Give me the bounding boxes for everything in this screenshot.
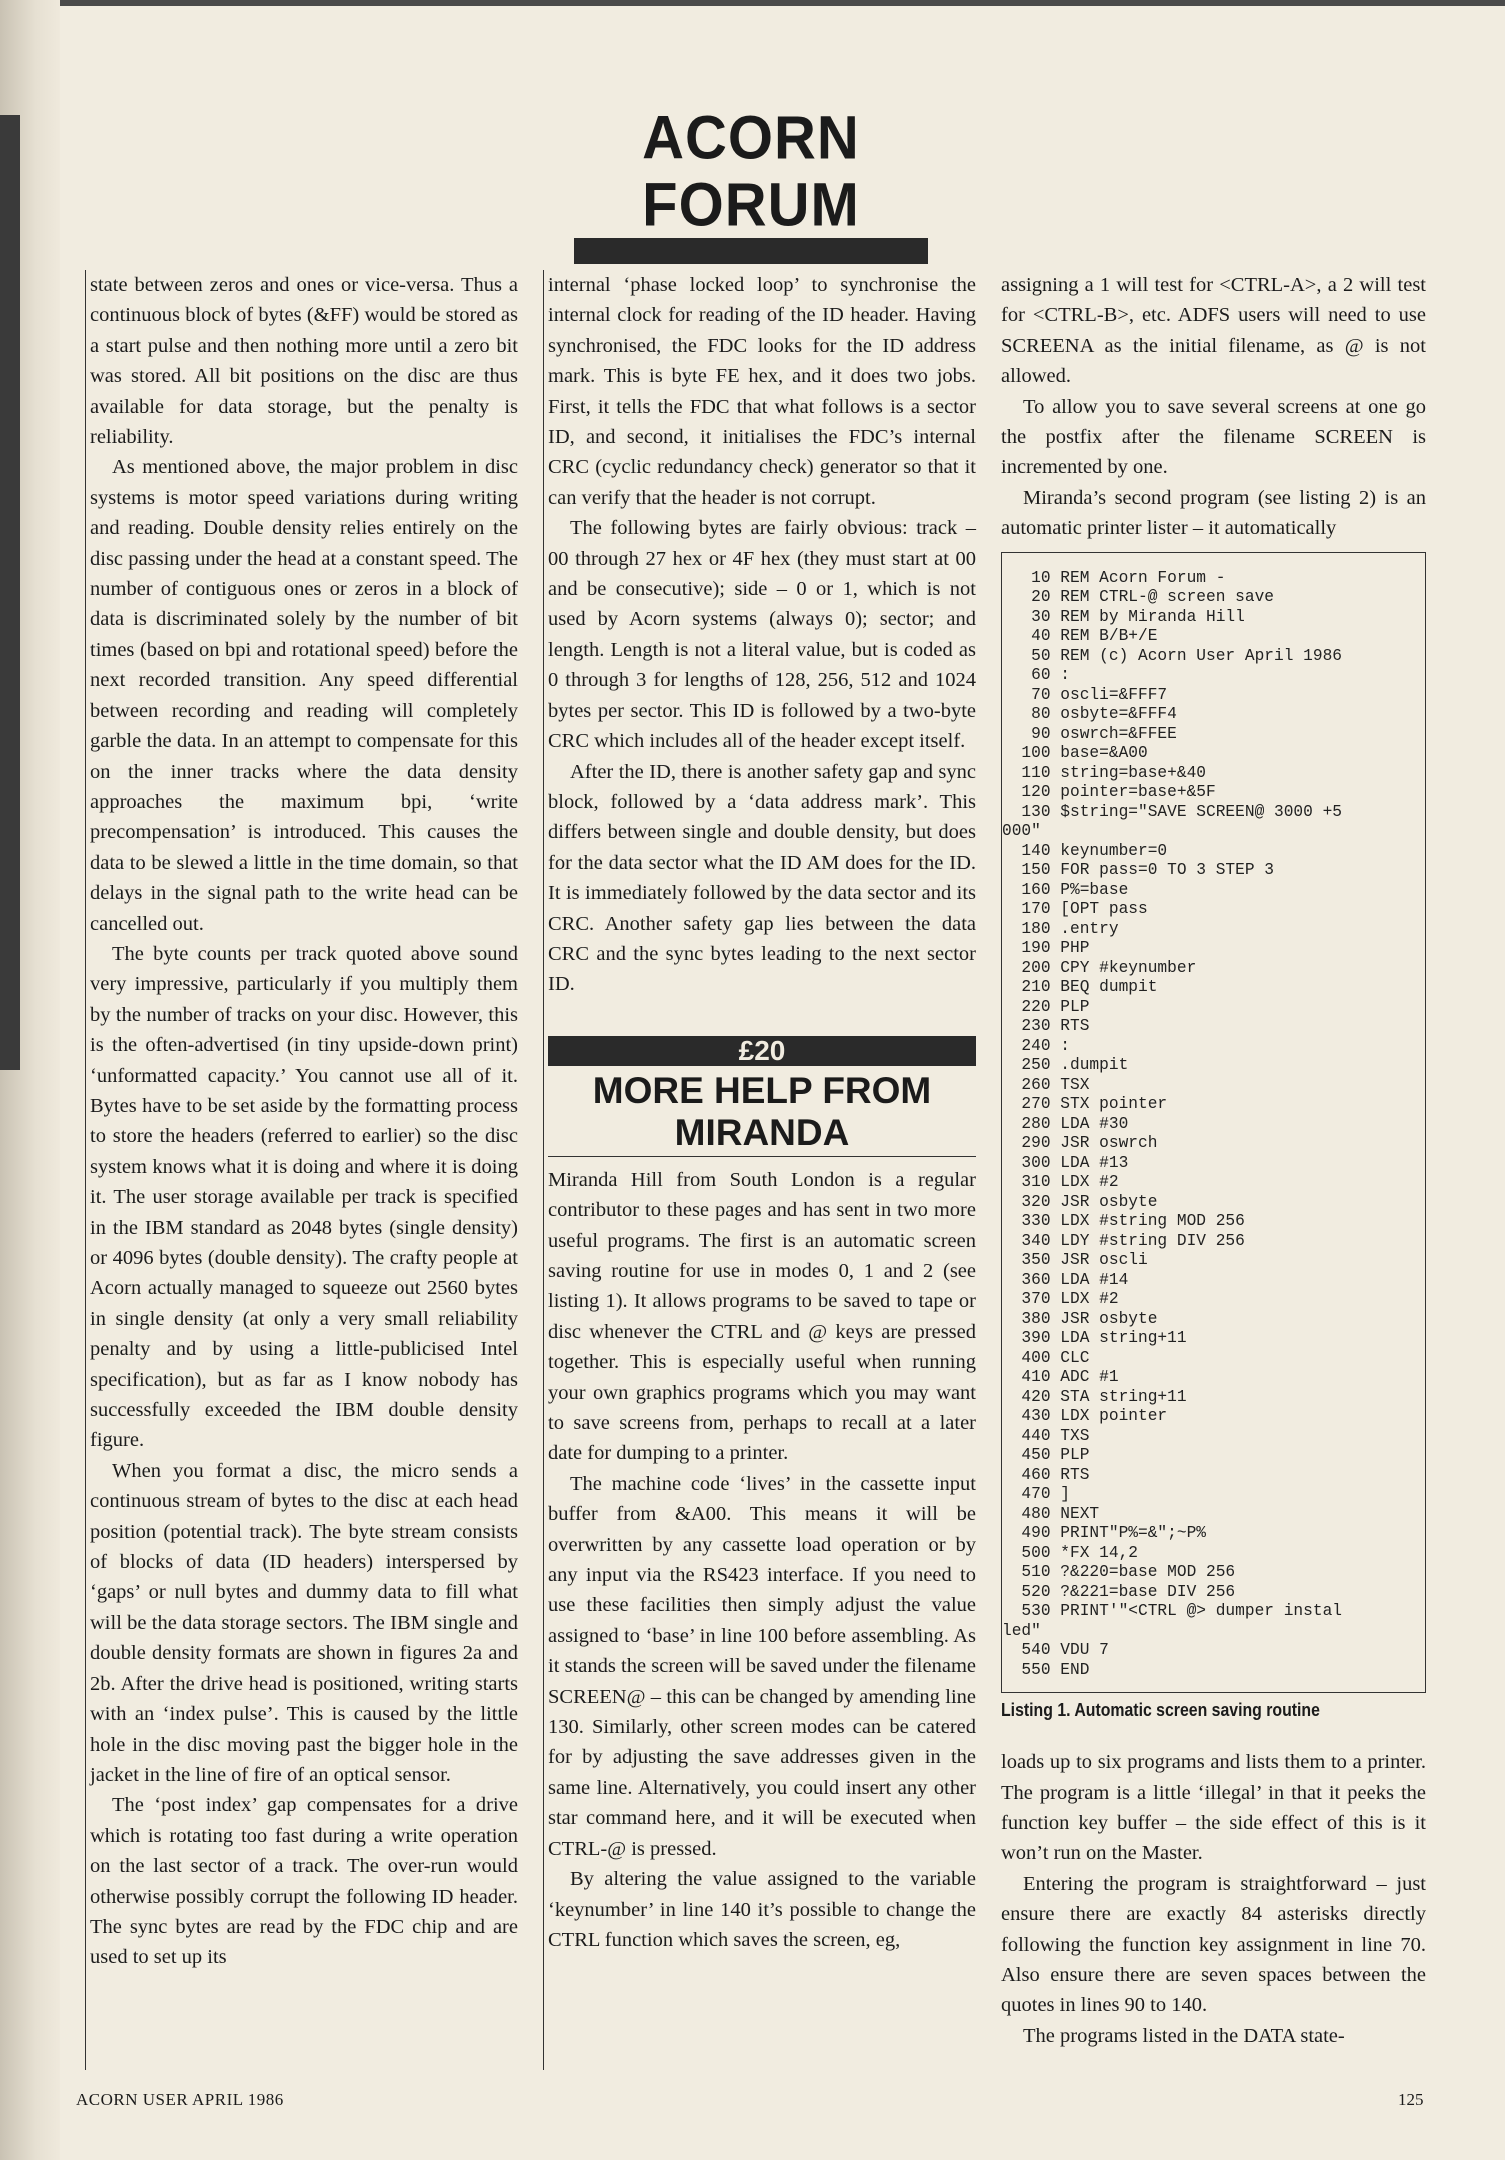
code-line: led" <box>1002 1621 1041 1640</box>
code-line: 200 CPY #keynumber <box>1002 958 1197 977</box>
code-line: 290 JSR oswrch <box>1002 1134 1158 1153</box>
code-line: 410 ADC #1 <box>1002 1368 1119 1387</box>
code-line: 320 JSR osbyte <box>1002 1192 1158 1211</box>
code-line: 310 LDX #2 <box>1002 1173 1119 1192</box>
code-line: 300 LDA #13 <box>1002 1153 1129 1172</box>
paragraph: As mentioned above, the major problem in disc systems is motor speed variations during writing and reading. Double density relies entirely on the disc passing under the head at a constant speed. The number of contiguous ones or zeros in a block of data is discriminated solely by the number of bit times (based on bpi and rotational speed) before the next recorded transition. Any speed differential between recording and reading will completely garble the data. In an attempt to compensate for this on the inner tracks where the data density approaches the maximum bpi, ‘write precompensation’ is introduced. This causes the data to be slewed a little in the time domain, so that delays in the signal path to the write head can be cancelled out. <box>90 456 518 935</box>
code-line: 60 : <box>1002 666 1070 685</box>
paragraph: Entering the program is straightforward – just ensure there are exactly 84 asterisks directly following the function key assignment in line 70. Also ensure there are seven spaces between the quotes in lines 90 to 140. <box>1001 1872 1426 2017</box>
code-line: 240 : <box>1002 1036 1070 1055</box>
column-2 <box>543 270 976 2070</box>
code-line: 330 LDX #string MOD 256 <box>1002 1212 1245 1231</box>
code-line: 100 base=&A00 <box>1002 744 1148 763</box>
code-line: 260 TSX <box>1002 1075 1090 1094</box>
column-1 <box>85 270 518 2070</box>
paragraph: The ‘post index’ gap compensates for a drive which is rotating too fast during a write operation on the last sector of a track. The over-run would otherwise possibly corrupt the following ID header. The sync bytes are read by the FDC chip and are used to set up its <box>90 1794 518 1969</box>
paragraph: The following bytes are fairly obvious: track – 00 through 27 hex or 4F hex (they must start at 00 and be consecutive); side – 0 or 1, which is not used by Acorn systems (always 0); sector; and length. Length is not a literal value, but is coded as 0 through 3 for lengths of 128, 256, 512 and 1024 bytes per sector. This ID is followed by a two-byte CRC which includes all of the header except itself. <box>548 517 976 753</box>
code-line: 540 VDU 7 <box>1002 1641 1109 1660</box>
paragraph: loads up to six programs and lists them to a printer. The program is a little ‘illegal’ in that it peeks the function key buffer – the side effect of this is it won’t run on the Master. <box>1001 1751 1426 1865</box>
code-line: 220 PLP <box>1002 997 1090 1016</box>
spine-shadow <box>0 115 20 1070</box>
code-line: 130 $string="SAVE SCREEN@ 3000 +5 <box>1002 802 1342 821</box>
code-line: 340 LDY #string DIV 256 <box>1002 1231 1245 1250</box>
section-heading <box>548 1036 976 1157</box>
masthead-title: ACORN FORUM <box>642 103 860 240</box>
listing-caption: Listing 1. Automatic screen saving routine <box>1001 1700 1320 1721</box>
code-line: 110 string=base+&40 <box>1002 763 1206 782</box>
code-line: 30 REM by Miranda Hill <box>1002 607 1245 626</box>
code-line: 420 STA string+11 <box>1002 1387 1187 1406</box>
code-line: 500 *FX 14,2 <box>1002 1543 1138 1562</box>
code-line: 70 oscli=&FFF7 <box>1002 685 1168 704</box>
paragraph: When you format a disc, the micro sends a continuous stream of bytes to the disc at each head position (potential track). The byte stream consists of blocks of data (ID headers) interspersed by ‘gaps’ or null bytes and dummy data to fill what will be the data storage sectors. The IBM single and double density formats are shown in figures 2a and 2b. After the drive head is positioned, writing starts with an ‘index pulse’. This is caused by the little hole in the disc moving past the bigger hole in the jacket in the line of fire of an optical sensor. <box>90 1459 518 1786</box>
price-badge: £20 <box>548 1036 976 1066</box>
paragraph: To allow you to save several screens at one go the postfix after the filename SCREEN is incremented by one. <box>1001 395 1426 479</box>
paragraph: By altering the value assigned to the variable ‘keynumber’ in line 140 it’s possible to change the CTRL function which saves the screen, eg, <box>548 1868 976 1951</box>
code-line: 490 PRINT"P%=&";~P% <box>1002 1524 1206 1543</box>
code-line: 230 RTS <box>1002 1017 1090 1036</box>
code-line: 50 REM (c) Acorn User April 1986 <box>1002 646 1342 665</box>
code-line: 140 keynumber=0 <box>1002 841 1168 860</box>
code-line: 550 END <box>1002 1660 1090 1679</box>
masthead-bar <box>574 238 928 264</box>
code-line: 150 FOR pass=0 TO 3 STEP 3 <box>1002 861 1274 880</box>
code-line: 390 LDA string+11 <box>1002 1329 1187 1348</box>
code-line: 400 CLC <box>1002 1348 1090 1367</box>
code-line: 370 LDX #2 <box>1002 1290 1119 1309</box>
code-line: 170 [OPT pass <box>1002 900 1148 919</box>
code-line: 450 PLP <box>1002 1446 1090 1465</box>
code-line: 530 PRINT'"<CTRL @> dumper instal <box>1002 1602 1342 1621</box>
code-line: 480 NEXT <box>1002 1504 1100 1523</box>
code-line: 280 LDA #30 <box>1002 1114 1129 1133</box>
paragraph: assigning a 1 will test for <CTRL-A>, a 2 will test for <CTRL-B>, etc. ADFS users will need to use SCREENA as the initial filename, as @ is not allowed. <box>1001 274 1426 388</box>
code-line: 10 REM Acorn Forum - <box>1002 568 1226 587</box>
masthead <box>574 103 928 264</box>
paragraph: internal ‘phase locked loop’ to synchronise the internal clock for reading of the ID header. Having synchronised, the FDC looks for the ID address mark. This is byte FE hex, and it does two jobs. First, it tells the FDC that what follows is a sector ID, and second, it initialises the FDC’s internal CRC (cyclic redundancy check) generator so that it can verify that the header is not corrupt. <box>548 274 976 509</box>
code-line: 360 LDA #14 <box>1002 1270 1129 1289</box>
paragraph: The byte counts per track quoted above sound very impressive, particularly if you multiply them by the number of tracks on your disc. However, this is the often-advertised (in tiny upside-down print) ‘unformatted capacity.’ You cannot use all of it. Bytes have to be set aside by the formatting process to store the headers (referred to earlier) so the disc system knows what it is doing and where it is doing it. The user storage available per track is specified in the IBM standard as 2048 bytes (single density) or 4096 bytes (double density). The crafty people at Acorn actually managed to squeeze out 2560 bytes in single density (at only a very small reliability penalty and by using a little-publicised Intel specification), but as far as I know nobody has successfully exceeded the IBM double density figure. <box>90 942 518 1452</box>
code-line: 430 LDX pointer <box>1002 1407 1168 1426</box>
code-line: 520 ?&221=base DIV 256 <box>1002 1582 1236 1601</box>
code-line: 250 .dumpit <box>1002 1056 1129 1075</box>
code-line: 440 TXS <box>1002 1426 1090 1445</box>
code-listing <box>1001 552 1426 1694</box>
code-line: 000" <box>1002 822 1041 841</box>
code-line: 20 REM CTRL-@ screen save <box>1002 588 1274 607</box>
top-edge <box>0 0 1505 6</box>
footer-publication: ACORN USER APRIL 1986 <box>76 2090 284 2109</box>
code-line: 270 STX pointer <box>1002 1095 1168 1114</box>
code-line: 120 pointer=base+&5F <box>1002 783 1216 802</box>
paragraph: state between zeros and ones or vice-versa. Thus a continuous block of bytes (&FF) would be stored as a start pulse and then nothing more until a zero bit was stored. All bit positions on the disc are thus available for data storage, but the penalty is reliability. <box>90 274 518 449</box>
paragraph: The programs listed in the DATA state- <box>1023 2024 1345 2047</box>
code-line: 180 .entry <box>1002 919 1119 938</box>
page-number: 125 <box>1398 2090 1424 2109</box>
code-line: 470 ] <box>1002 1485 1070 1504</box>
paragraph: After the ID, there is another safety gap and sync block, followed by a ‘data address mark’. This differs between single and double density, but does for the data sector what the ID AM does for the ID. It is immediately followed by the data sector and its CRC. Another safety gap lies between the data CRC and the sync bytes leading to the next sector ID. <box>548 760 976 996</box>
code-line: 350 JSR oscli <box>1002 1251 1148 1270</box>
code-line: 160 P%=base <box>1002 880 1129 899</box>
column-3 <box>1001 270 1426 2051</box>
code-line: 80 osbyte=&FFF4 <box>1002 705 1177 724</box>
paragraph: Miranda’s second program (see listing 2) is an automatic printer lister – it automatically <box>1001 486 1426 540</box>
section-title: MORE HELP FROM MIRANDA <box>548 1070 976 1157</box>
paragraph: Miranda Hill from South London is a regular contributor to these pages and has sent in two more useful programs. The first is an automatic screen saving routine for use in modes 0, 1 and 2 (see listing 1). It allows programs to be saved to tape or disc whenever the CTRL and @ keys are pressed together. This is especially useful when running your own graphics programs which you may want to save screens from, perhaps to recall at a later date for dumping to a printer. <box>548 1168 976 1465</box>
code-line: 190 PHP <box>1002 939 1090 958</box>
code-line: 460 RTS <box>1002 1465 1090 1484</box>
code-line: 210 BEQ dumpit <box>1002 978 1158 997</box>
paragraph: The machine code ‘lives’ in the cassette input buffer from &A00. This means it will be overwritten by any cassette load operation or by any input via the RS423 interface. If you need to use these facilities then simply adjust the value assigned to ‘base’ in line 100 before assembling. As it stands the screen will be saved under the filename SCREEN@ – this can be changed by amending line 130. Similarly, other screen modes can be catered for by adjusting the save addresses given in the same line. Alternatively, you could insert any other star command here, and it will be executed when CTRL-@ is pressed. <box>548 1472 976 1860</box>
code-line: 90 oswrch=&FFEE <box>1002 724 1177 743</box>
code-line: 510 ?&220=base MOD 256 <box>1002 1563 1236 1582</box>
code-line: 40 REM B/B+/E <box>1002 627 1158 646</box>
code-line: 380 JSR osbyte <box>1002 1309 1158 1328</box>
